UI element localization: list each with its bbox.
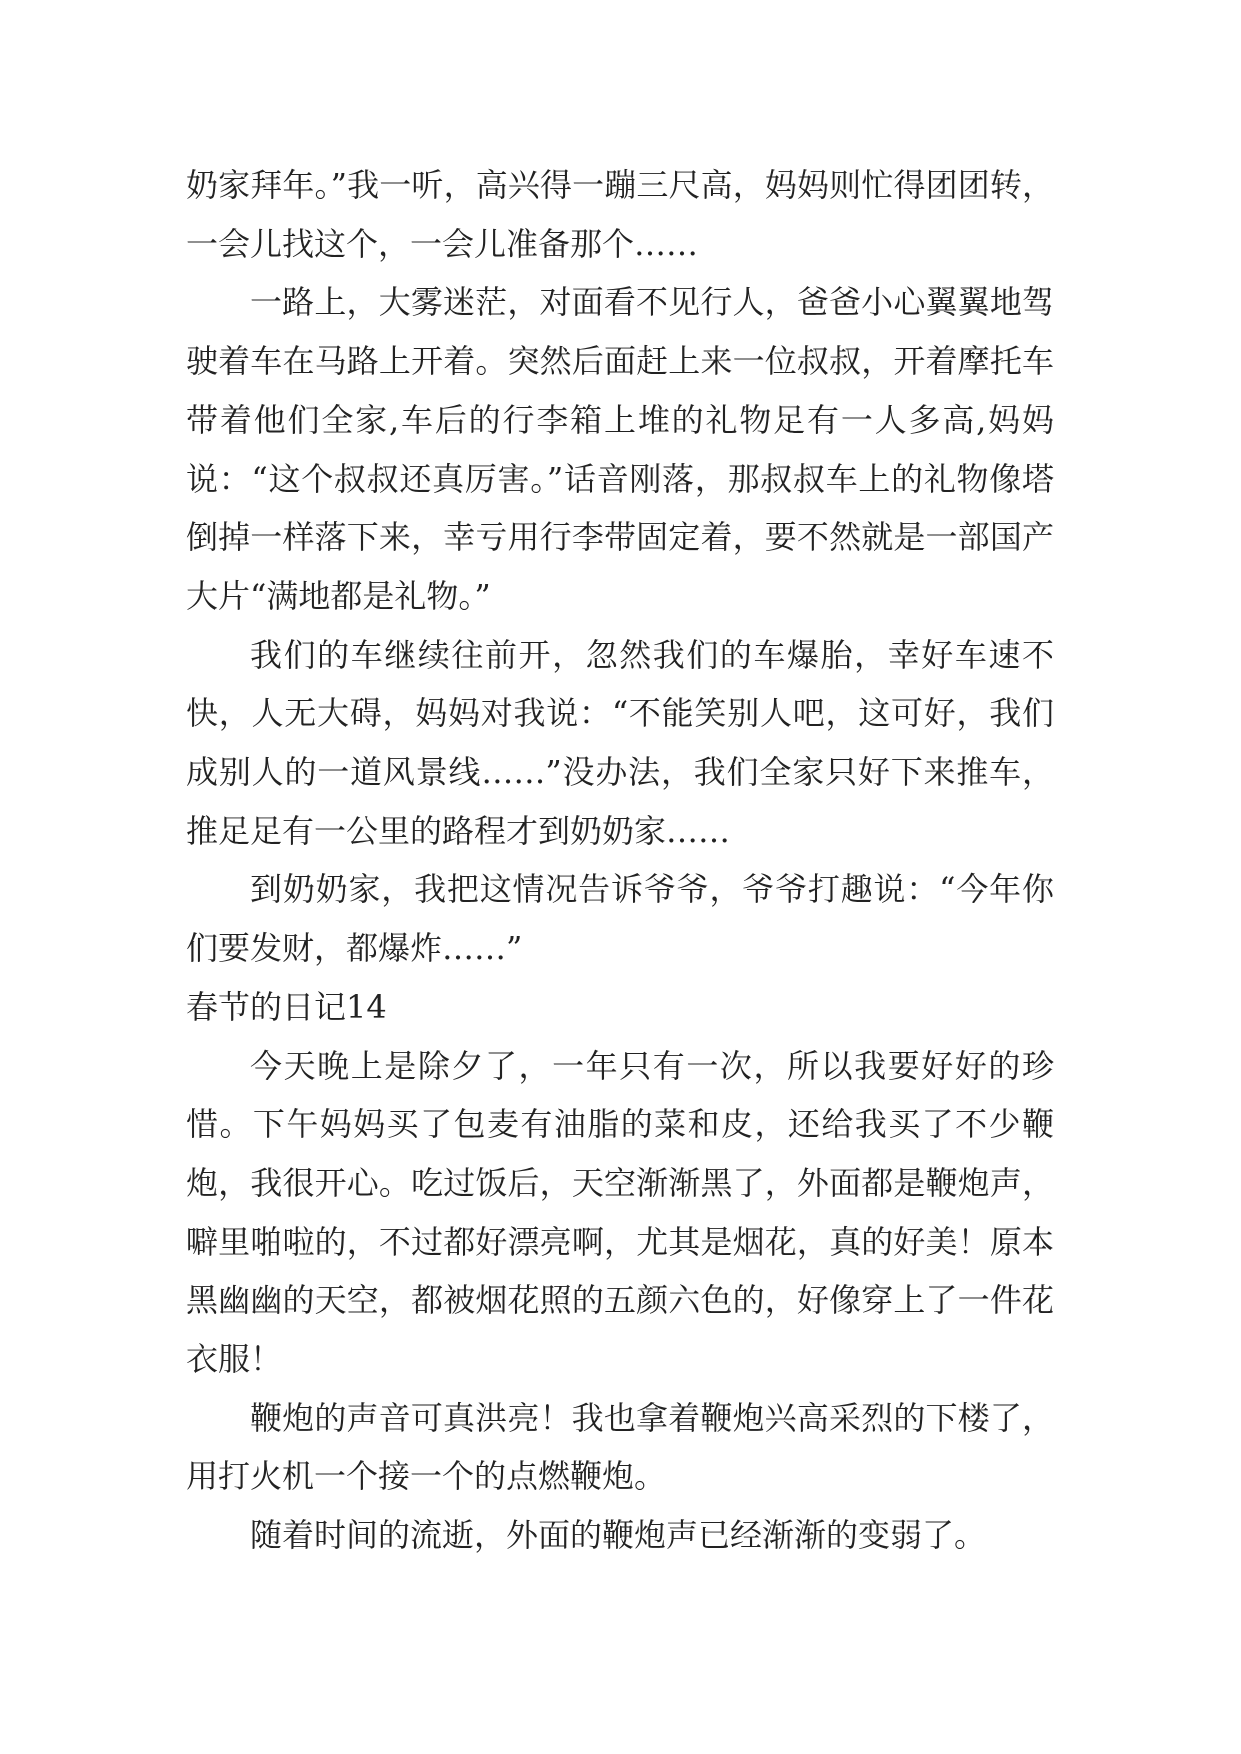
paragraph: 今天晚上是除夕了，一年只有一次，所以我要好好的珍惜。下午妈妈买了包麦有油脂的菜和皮，还给我买了不少鞭炮，我很开心。吃过饭后，天空渐渐黑了，外面都是鞭炮声，噼里啪啦的，不过都好漂亮啊，尤其是烟花，真的好美！原本黑幽幽的天空，都被烟花照的五颜六色的，好像穿上了一件花衣服！ — [186, 1046, 1054, 1379]
paragraph: 鞭炮的声音可真洪亮！我也拿着鞭炮兴高采烈的下楼了，用打火机一个接一个的点燃鞭炮。 — [186, 1398, 1054, 1496]
paragraph: 我们的车继续往前开，忽然我们的车爆胎，幸好车速不快，人无大碍，妈妈对我说：“不能笑别人吧，这可好，我们成别人的一道风景线……”没办法，我们全家只好下来推车，推足足有一公里的路程才到奶奶家…… — [186, 635, 1054, 850]
document-body — [186, 156, 1054, 1565]
paragraph: 一路上，大雾迷茫，对面看不见行人，爸爸小心翼翼地驾驶着车在马路上开着。突然后面赶上来一位叔叔，开着摩托车带着他们全家,车后的行李箱上堆的礼物足有一人多高,妈妈说：“这个叔叔还真厉害。”话音刚落，那叔叔车上的礼物像塔倒掉一样落下来，幸亏用行李带固定着，要不然就是一部国产大片“满地都是礼物。” — [186, 283, 1054, 615]
paragraph: 到奶奶家，我把这情况告诉爷爷，爷爷打趣说：“今年你们要发财，都爆炸……” — [186, 870, 1054, 968]
paragraph: 随着时间的流逝，外面的鞭炮声已经渐渐的变弱了。 — [250, 1516, 987, 1555]
paragraph-continuation: 奶家拜年。”我一听，高兴得一蹦三尺高，妈妈则忙得团团转，一会儿找这个，一会儿准备那个…… — [186, 166, 1054, 263]
section-heading: 春节的日记14 — [186, 987, 387, 1026]
